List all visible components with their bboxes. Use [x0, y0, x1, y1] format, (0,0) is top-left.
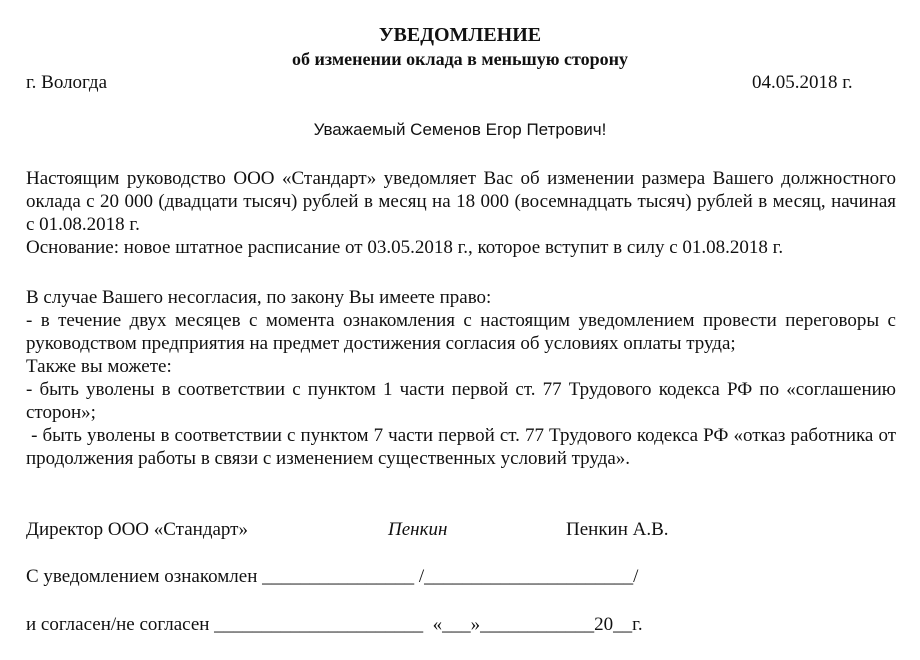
acknowledged-line: С уведомлением ознакомлен ________________ /______________________/ — [26, 566, 639, 587]
signatory-name: Пенкин А.В. — [566, 519, 669, 540]
basis-line: Основание: новое штатное расписание от 03.05.2018 г., которое вступит в силу с 01.08.2018 г. — [26, 237, 784, 258]
option-dismissal-agreement: - быть уволены в соответствии с пунктом 1 части первой ст. 77 Трудового кодекса РФ по «соглашению сторон»; — [26, 379, 896, 423]
document-subtitle: об изменении оклада в меньшую сторону — [292, 49, 628, 69]
document-title: УВЕДОМЛЕНИЕ — [378, 24, 542, 46]
signature-row — [26, 519, 896, 543]
agreement-line: и согласен/не согласен ______________________ «___»____________20__г. — [26, 614, 643, 635]
right-negotiation: - в течение двух месяцев с момента ознакомления с настоящим уведомлением провести переговоры с руководством предприятия на предмет достижения согласия об условиях оплаты труда; — [26, 310, 896, 354]
greeting: Уважаемый Семенов Егор Петрович! — [313, 120, 607, 139]
notice-paragraph: Настоящим руководство ООО «Стандарт» уведомляет Вас об изменении размера Вашего должностного оклада с 20 000 (двадцати тысяч) рублей в месяц на 18 000 (восемнадцать тысяч) рублей в месяц, начиная с 01.08.2018 г. — [26, 168, 896, 235]
rights-intro: В случае Вашего несогласия, по закону Вы имеете право: — [26, 287, 492, 308]
rights-section — [26, 286, 901, 470]
also-line: Также вы можете: — [26, 356, 172, 377]
option-dismissal-refusal: - быть уволены в соответствии с пунктом 7 части первой ст. 77 Трудового кодекса РФ «отказ работника от продолжения работы в связи с изменением существенных условий труда». — [26, 425, 901, 469]
signatory-title: Директор ООО «Стандарт» — [26, 519, 248, 540]
city: г. Вологда — [26, 72, 108, 93]
signature: Пенкин — [388, 519, 448, 540]
document-date: 04.05.2018 г. — [752, 72, 853, 93]
